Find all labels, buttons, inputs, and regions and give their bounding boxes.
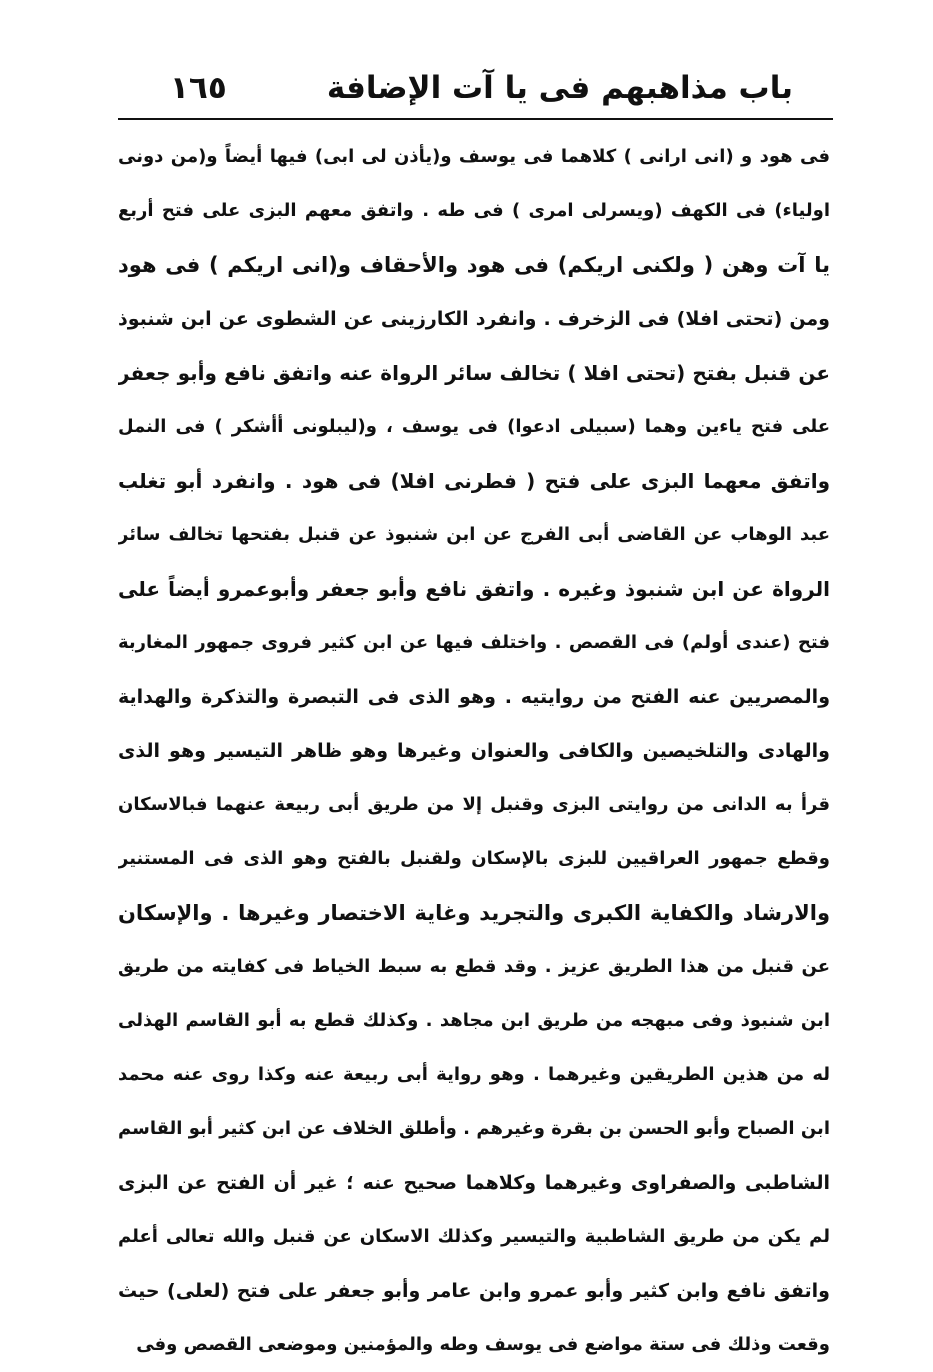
text-line: ابن الصباح وأبو الحسن بن بقرة وغيرهم . وأطلق الخلاف عن ابن كثير أبو القاسم bbox=[118, 1118, 830, 1139]
text-line: والهادى والتلخيصين والكافى والعنوان وغيرها وهو ظاهر التيسير وهو الذى bbox=[118, 740, 830, 762]
text-line: فتح (عندى أولم) فى القصص . واختلف فيها عن ابن كثير فروى جمهور المغاربة bbox=[118, 632, 830, 653]
text-line: ومن (تحتى افلا) فى الزخرف . وانفرد الكارزينى عن الشطوى عن ابن شنبوذ bbox=[118, 308, 830, 330]
text-line: وقطع جمهور العراقيين للبزى بالإسكان ولقنبل بالفتح وهو الذى فى المستنير bbox=[118, 848, 830, 869]
running-title: باب مذاهبهم فى يا آت الإضافة bbox=[326, 70, 793, 106]
text-line: الرواة عن ابن شنبوذ وغيره . واتفق نافع وأبو جعفر وأبوعمرو أيضاً على bbox=[118, 577, 830, 601]
text-line: والارشاد والكفاية الكبرى والتجريد وغاية الاختصار وغيرها . والإسكان bbox=[118, 901, 830, 925]
text-line: له من هذين الطريقين وغيرهما . وهو رواية أبى ربيعة عنه وكذا روى عنه محمد bbox=[118, 1064, 830, 1085]
text-line: عن قنبل من هذا الطريق عزيز . وقد قطع به سبط الخياط فى كفايته من طريق bbox=[118, 956, 830, 977]
text-line: على فتح ياءين وهما (سبيلى ادعوا) فى يوسف ، و(ليبلونى أأشكر ) فى النمل bbox=[118, 416, 830, 437]
header-rule bbox=[118, 118, 833, 120]
text-line: فى هود و (انى ارانى ) كلاهما فى يوسف و(يأذن لى ابى) فيها أيضاً و(من دونى bbox=[118, 146, 830, 167]
text-line: اولياء) فى الكهف (ويسرلى امرى ) فى طه . واتفق معهم البزى على فتح أربع bbox=[118, 200, 830, 221]
text-line: ابن شنبوذ وفى مبهجه من طريق ابن مجاهد . وكذلك قطع به أبو القاسم الهذلى bbox=[118, 1010, 830, 1031]
page-header bbox=[118, 68, 833, 116]
text-line: يا آت وهن ( ولكنى اريكم) فى هود والأحقاف و(انى اريكم ) فى هود bbox=[118, 253, 830, 277]
text-line: واتفق نافع وابن كثير وأبو عمرو وابن عامر وأبو جعفر على فتح (لعلى) حيث bbox=[118, 1280, 830, 1302]
page-number: ١٦٥ bbox=[170, 70, 227, 106]
text-line: عن قنبل بفتح (تحتى افلا ) تخالف سائر الرواة عنه واتفق نافع وأبو جعفر bbox=[118, 361, 830, 385]
text-line: عبد الوهاب عن القاضى أبى الفرج عن ابن شنبوذ عن قنبل بفتحها تخالف سائر bbox=[118, 524, 830, 545]
text-line: وقعت وذلك فى ستة مواضع فى يوسف وطه والمؤمنين وموضعى القصص وفى bbox=[136, 1334, 830, 1355]
text-line: والمصريين عنه الفتح من روايتيه . وهو الذى فى التبصرة والتذكرة والهداية bbox=[118, 686, 830, 708]
body-text bbox=[118, 130, 830, 1372]
text-line: قرأ به الدانى من روايتى البزى وقنبل إلا من طريق أبى ربيعة عنهما فبالاسكان bbox=[118, 794, 830, 815]
text-line: لم يكن من طريق الشاطبية والتيسير وكذلك الاسكان عن قنبل والله تعالى أعلم bbox=[118, 1226, 830, 1247]
text-line: الشاطبى والصفراوى وغيرهما وكلاهما صحيح عنه ؛ غير أن الفتح عن البزى bbox=[118, 1172, 830, 1194]
text-line: واتفق معهما البزى على فتح ( فطرنى افلا) فى هود . وانفرد أبو تغلب bbox=[118, 469, 830, 493]
